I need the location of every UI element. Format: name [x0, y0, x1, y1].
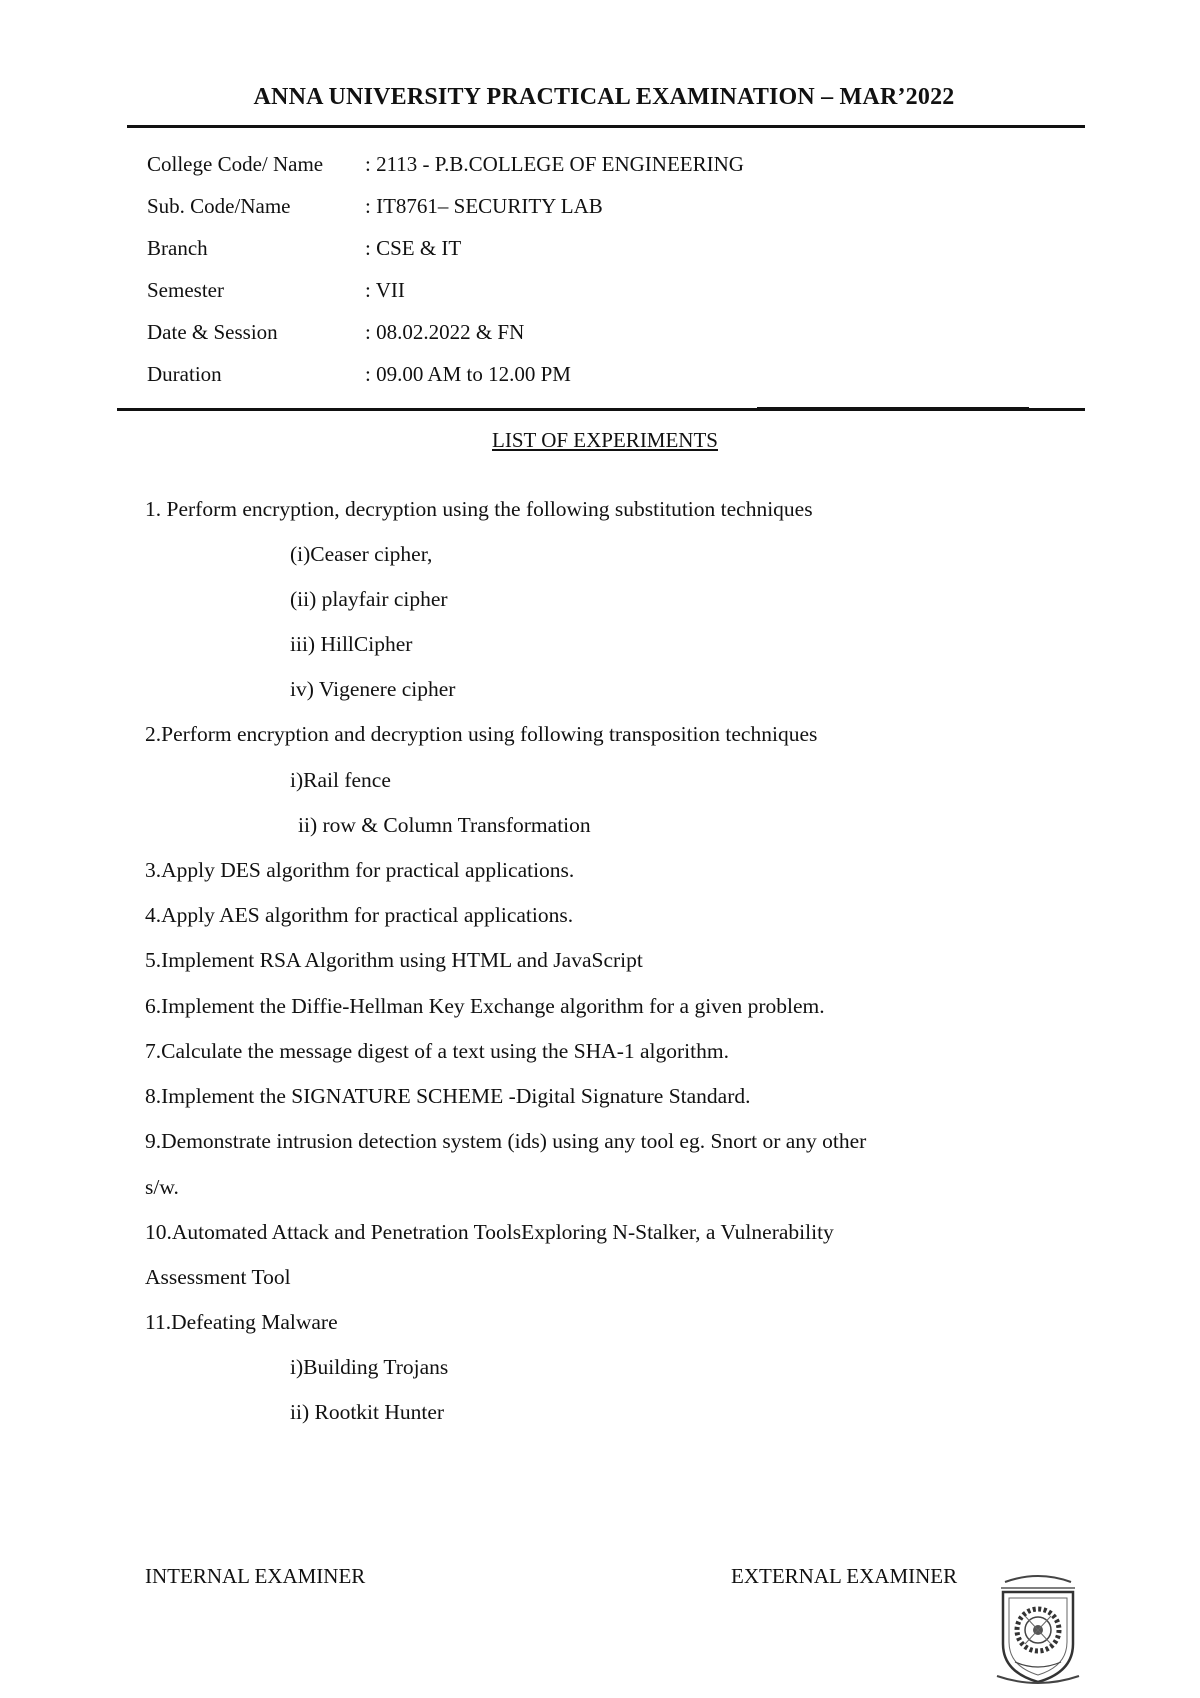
info-value: : 2113 - P.B.COLLEGE OF ENGINEERING: [365, 151, 744, 176]
experiment-item: 1. Perform encryption, decryption using the following substitution techniques: [145, 497, 813, 521]
info-label: Sub. Code/Name: [147, 193, 291, 218]
experiment-item: 9.Demonstrate intrusion detection system (ids) using any tool eg. Snort or any other: [145, 1129, 867, 1153]
info-label: Branch: [147, 235, 208, 260]
info-label: College Code/ Name: [147, 151, 324, 176]
list-heading: LIST OF EXPERIMENTS: [492, 428, 718, 452]
experiment-subitem: ii) row & Column Transformation: [298, 813, 591, 837]
info-value: : IT8761– SECURITY LAB: [365, 193, 603, 218]
info-row-semester: [147, 269, 744, 311]
info-row-duration: [147, 353, 744, 395]
experiment-subitem: i)Rail fence: [290, 768, 391, 792]
college-seal-icon: [995, 1568, 1081, 1686]
experiment-subitem: iii) HillCipher: [290, 632, 413, 656]
info-row-date-session: [147, 311, 744, 353]
info-label: Date & Session: [147, 319, 278, 344]
experiment-item: 5.Implement RSA Algorithm using HTML and JavaScript: [145, 948, 643, 972]
info-label: Semester: [147, 277, 224, 302]
exam-info-table: [147, 143, 744, 395]
experiment-item-continued: s/w.: [145, 1175, 179, 1199]
header-divider: [127, 125, 1085, 128]
experiment-subitem: (ii) playfair cipher: [290, 587, 448, 611]
experiment-item: 3.Apply DES algorithm for practical applications.: [145, 858, 575, 882]
experiment-item: 8.Implement the SIGNATURE SCHEME -Digital Signature Standard.: [145, 1084, 751, 1108]
info-row-subject: [147, 185, 744, 227]
experiment-item-continued: Assessment Tool: [145, 1265, 291, 1289]
experiment-item: 4.Apply AES algorithm for practical applications.: [145, 903, 574, 927]
info-value: : CSE & IT: [365, 235, 462, 260]
internal-examiner-label: INTERNAL EXAMINER: [145, 1564, 366, 1588]
info-row-college: [147, 143, 744, 185]
experiment-item: 10.Automated Attack and Penetration ToolsExploring N-Stalker, a Vulnerability: [145, 1220, 834, 1244]
page-title: ANNA UNIVERSITY PRACTICAL EXAMINATION – MAR’2022: [253, 84, 955, 110]
experiment-item: 2.Perform encryption and decryption using following transposition techniques: [145, 722, 818, 746]
info-divider-accent: [757, 407, 1029, 409]
experiment-subitem: (i)Ceaser cipher,: [290, 542, 433, 566]
experiment-item: 6.Implement the Diffie-Hellman Key Exchange algorithm for a given problem.: [145, 994, 825, 1018]
info-value: : 08.02.2022 & FN: [365, 319, 525, 344]
experiment-item: 7.Calculate the message digest of a text using the SHA-1 algorithm.: [145, 1039, 729, 1063]
info-value: : VII: [365, 277, 405, 302]
experiment-subitem: ii) Rootkit Hunter: [290, 1400, 445, 1424]
info-label: Duration: [147, 361, 222, 386]
experiment-item: 11.Defeating Malware: [145, 1310, 338, 1334]
experiment-subitem: iv) Vigenere cipher: [290, 677, 456, 701]
external-examiner-label: EXTERNAL EXAMINER: [731, 1564, 958, 1588]
experiment-subitem: i)Building Trojans: [290, 1355, 449, 1379]
info-value: : 09.00 AM to 12.00 PM: [365, 361, 571, 386]
info-row-branch: [147, 227, 744, 269]
